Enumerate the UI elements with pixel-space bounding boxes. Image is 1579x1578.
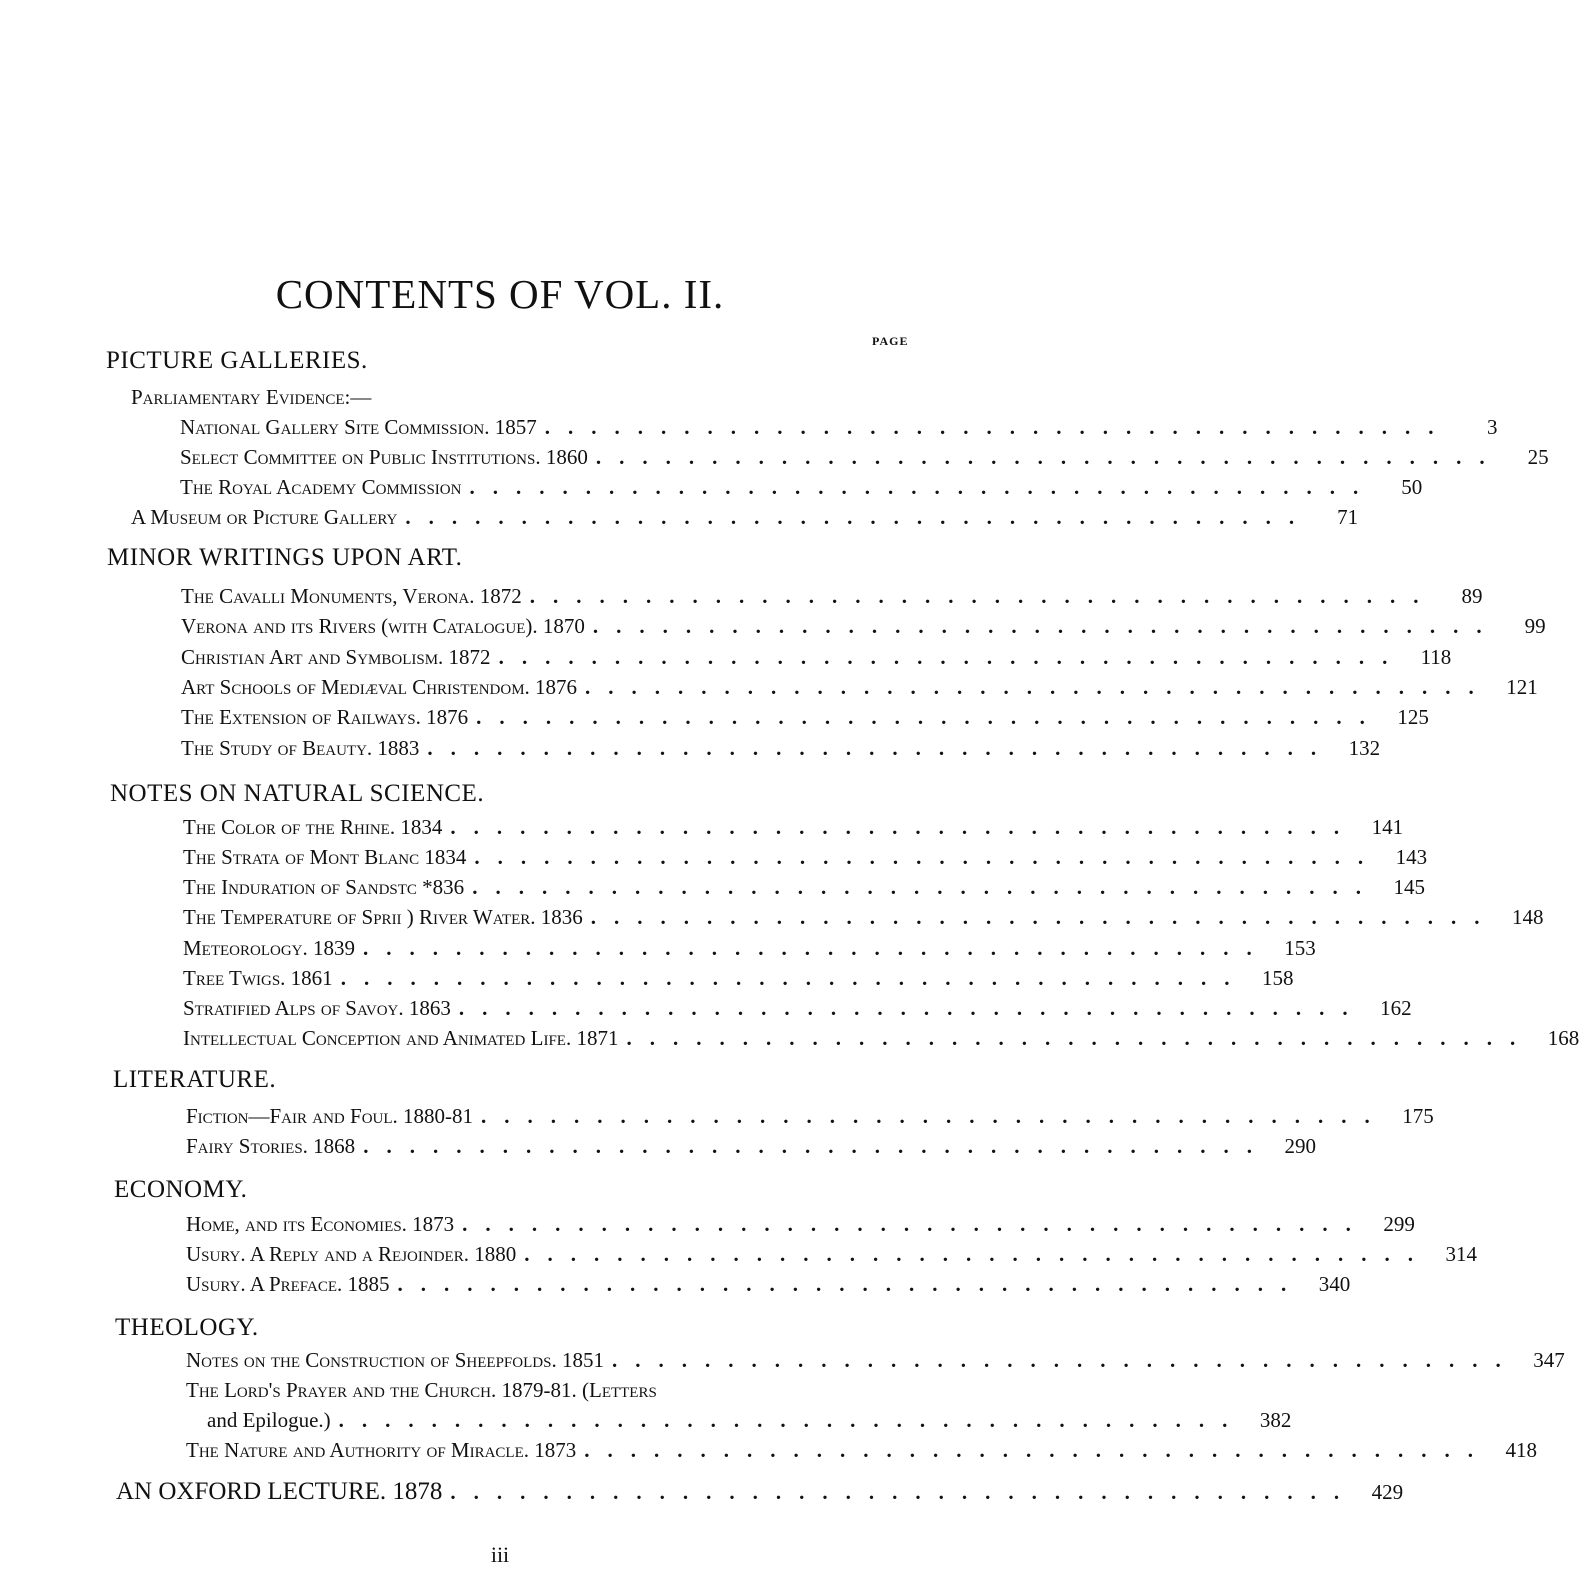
section-literature: LITERATURE. bbox=[113, 1066, 277, 1093]
leader-dots: ....................................... bbox=[626, 1026, 1534, 1050]
toc-entry-title: The Cavalli Monuments, Verona. 1872 bbox=[181, 584, 522, 608]
toc-entry bbox=[183, 875, 1425, 905]
toc-entry-title: The Induration of Sandstc *836 bbox=[183, 875, 465, 899]
toc-entry-title: Usury. A Reply and a Rejoinder. 1880 bbox=[186, 1242, 517, 1266]
toc-entry-page: 429 bbox=[1371, 1480, 1404, 1504]
toc-entry bbox=[180, 415, 1498, 445]
section-natural-science: NOTES ON NATURAL SCIENCE. bbox=[110, 780, 485, 807]
leader-dots: ....................................... bbox=[450, 1480, 1358, 1504]
toc-entry-title: A Museum or Picture Gallery bbox=[131, 505, 398, 529]
leader-dots: ....................................... bbox=[405, 505, 1313, 529]
toc-entry bbox=[186, 1134, 1316, 1164]
leader-dots: ....................................... bbox=[476, 705, 1383, 729]
toc-entry-page: 132 bbox=[1348, 736, 1381, 760]
leader-dots: ....................................... bbox=[592, 614, 1500, 638]
toc-entry bbox=[186, 1438, 1537, 1468]
leader-dots: ....................................... bbox=[469, 475, 1377, 499]
leader-dots: ....................................... bbox=[397, 1272, 1305, 1296]
toc-entry-title: Fairy Stories. 1868 bbox=[186, 1134, 356, 1158]
page-title: CONTENTS OF VOL. II. bbox=[275, 271, 725, 317]
toc-entry-title: Fiction—Fair and Foul. 1880-81 bbox=[186, 1104, 474, 1128]
subsection-parliamentary-evidence: Parliamentary Evidence:— bbox=[131, 385, 372, 409]
toc-entry-page: 162 bbox=[1380, 996, 1412, 1020]
leader-dots: ....................................... bbox=[427, 736, 1335, 760]
toc-entry bbox=[181, 584, 1483, 614]
leader-dots: ....................................... bbox=[458, 996, 1366, 1020]
toc-entry-title: The Strata of Mont Blanc 1834 bbox=[183, 845, 467, 869]
toc-entry bbox=[181, 614, 1546, 644]
toc-entry bbox=[186, 1212, 1415, 1242]
toc-entry bbox=[186, 1272, 1351, 1302]
leader-dots: ....................................... bbox=[585, 675, 1492, 699]
toc-entry-page: 143 bbox=[1395, 845, 1428, 869]
toc-entry-page: 299 bbox=[1383, 1212, 1415, 1236]
leader-dots: ....................................... bbox=[611, 1348, 1519, 1372]
toc-entry bbox=[183, 905, 1544, 935]
toc-entry-page: 145 bbox=[1393, 875, 1425, 899]
toc-entry-title: The Nature and Authority of Miracle. 1873 bbox=[186, 1438, 577, 1462]
toc-entry-title: Select Committee on Public Institutions. 1860 bbox=[180, 445, 588, 469]
toc-entry-title: Home, and its Economies. 1873 bbox=[186, 1212, 455, 1236]
section-economy: ECONOMY. bbox=[114, 1176, 248, 1203]
leader-dots: ....................................... bbox=[524, 1242, 1431, 1266]
toc-entry-title: Notes on the Construction of Sheepfolds. 1851 bbox=[186, 1348, 604, 1372]
leader-dots: ....................................... bbox=[338, 1408, 1246, 1432]
toc-entry-title: Meteorology. 1839 bbox=[183, 936, 355, 960]
toc-entry-title: and Epilogue.) bbox=[207, 1408, 331, 1432]
section-minor-writings: MINOR WRITINGS UPON ART. bbox=[107, 544, 463, 571]
leader-dots: ....................................... bbox=[474, 845, 1382, 869]
toc-entry-title: Verona and its Rivers (with Catalogue). 1870 bbox=[181, 614, 585, 638]
toc-entry-title: Christian Art and Symbolism. 1872 bbox=[181, 645, 491, 669]
leader-dots: ....................................... bbox=[595, 445, 1503, 469]
toc-entry bbox=[183, 996, 1412, 1026]
toc-entry bbox=[183, 815, 1404, 845]
section-theology: THEOLOGY. bbox=[115, 1314, 259, 1341]
leader-dots: ....................................... bbox=[529, 584, 1437, 608]
toc-entry-title: Tree Twigs. 1861 bbox=[183, 966, 333, 990]
leader-dots: ....................................... bbox=[590, 905, 1498, 929]
toc-entry-page: 125 bbox=[1397, 705, 1429, 729]
section-oxford-lecture: AN OXFORD LECTURE. 1878 bbox=[116, 1478, 443, 1505]
toc-entry-title: The Color of the Rhine. 1834 bbox=[183, 815, 443, 839]
toc-entry-page: 382 bbox=[1259, 1408, 1292, 1432]
toc-entry bbox=[181, 705, 1429, 735]
toc-entry-title: The Royal Academy Commission bbox=[180, 475, 462, 499]
leader-dots: ....................................... bbox=[584, 1438, 1491, 1462]
toc-entry-page: 3 bbox=[1487, 415, 1498, 439]
toc-entry-oxford-lecture bbox=[116, 1478, 1404, 1512]
leader-dots: ....................................... bbox=[481, 1104, 1388, 1128]
toc-entry-title: The Extension of Railways. 1876 bbox=[181, 705, 469, 729]
toc-entry bbox=[183, 936, 1316, 966]
toc-entry-title: Stratified Alps of Savoy. 1863 bbox=[183, 996, 451, 1020]
toc-entry-page: 340 bbox=[1318, 1272, 1351, 1296]
toc-entry-page: 71 bbox=[1337, 505, 1359, 529]
toc-entry bbox=[181, 645, 1452, 675]
toc-entry-title: The Lord's Prayer and the Church. 1879-81. (Letters bbox=[186, 1378, 657, 1402]
toc-entry-page: 175 bbox=[1402, 1104, 1434, 1128]
toc-entry-title: The Study of Beauty. 1883 bbox=[181, 736, 420, 760]
toc-entry-page: 50 bbox=[1401, 475, 1423, 499]
leader-dots: ....................................... bbox=[363, 936, 1270, 960]
toc-entry bbox=[180, 445, 1549, 475]
toc-entry bbox=[186, 1242, 1477, 1272]
toc-entry bbox=[183, 966, 1294, 996]
toc-entry bbox=[181, 736, 1381, 766]
leader-dots: ....................................... bbox=[544, 415, 1452, 439]
leader-dots: ....................................... bbox=[450, 815, 1358, 839]
toc-entry-title: National Gallery Site Commission. 1857 bbox=[180, 415, 537, 439]
toc-entry-page: 347 bbox=[1533, 1348, 1565, 1372]
toc-entry-page: 99 bbox=[1524, 614, 1546, 638]
toc-entry bbox=[181, 675, 1538, 705]
leader-dots: ....................................... bbox=[498, 645, 1406, 669]
toc-entry bbox=[186, 1348, 1565, 1378]
page-column-label: PAGE bbox=[872, 334, 909, 348]
toc-entry-page: 168 bbox=[1547, 1026, 1579, 1050]
toc-entry-page: 89 bbox=[1461, 584, 1483, 608]
toc-entry-page: 148 bbox=[1512, 905, 1544, 929]
toc-entry-page: 418 bbox=[1505, 1438, 1537, 1462]
toc-entry bbox=[180, 475, 1423, 505]
section-picture-galleries: PICTURE GALLERIES. bbox=[106, 347, 368, 374]
toc-entry-page: 314 bbox=[1445, 1242, 1477, 1266]
toc-entry-page: 25 bbox=[1527, 445, 1549, 469]
leader-dots: ....................................... bbox=[340, 966, 1248, 990]
leader-dots: ....................................... bbox=[363, 1134, 1270, 1158]
toc-entry bbox=[183, 845, 1428, 875]
toc-entry bbox=[183, 1026, 1579, 1056]
toc-entry-title: Usury. A Preface. 1885 bbox=[186, 1272, 390, 1296]
toc-entry-page: 121 bbox=[1506, 675, 1538, 699]
toc-entry bbox=[207, 1408, 1292, 1438]
leader-dots: ....................................... bbox=[472, 875, 1379, 899]
toc-entry-page: 118 bbox=[1420, 645, 1452, 669]
toc-entry-title: The Temperature of Sprii ) River Water. 1836 bbox=[183, 905, 583, 929]
page-folio: iii bbox=[490, 1542, 510, 1567]
toc-entry bbox=[131, 505, 1359, 535]
toc-entry-title: Art Schools of Mediæval Christendom. 1876 bbox=[181, 675, 578, 699]
toc-entry bbox=[186, 1104, 1434, 1134]
toc-entry-title: Intellectual Conception and Animated Life. 1871 bbox=[183, 1026, 619, 1050]
toc-entry-page: 141 bbox=[1371, 815, 1404, 839]
toc-entry-page: 158 bbox=[1261, 966, 1294, 990]
toc-entry-page: 153 bbox=[1284, 936, 1316, 960]
toc-entry-page: 290 bbox=[1284, 1134, 1316, 1158]
leader-dots: ....................................... bbox=[462, 1212, 1369, 1236]
